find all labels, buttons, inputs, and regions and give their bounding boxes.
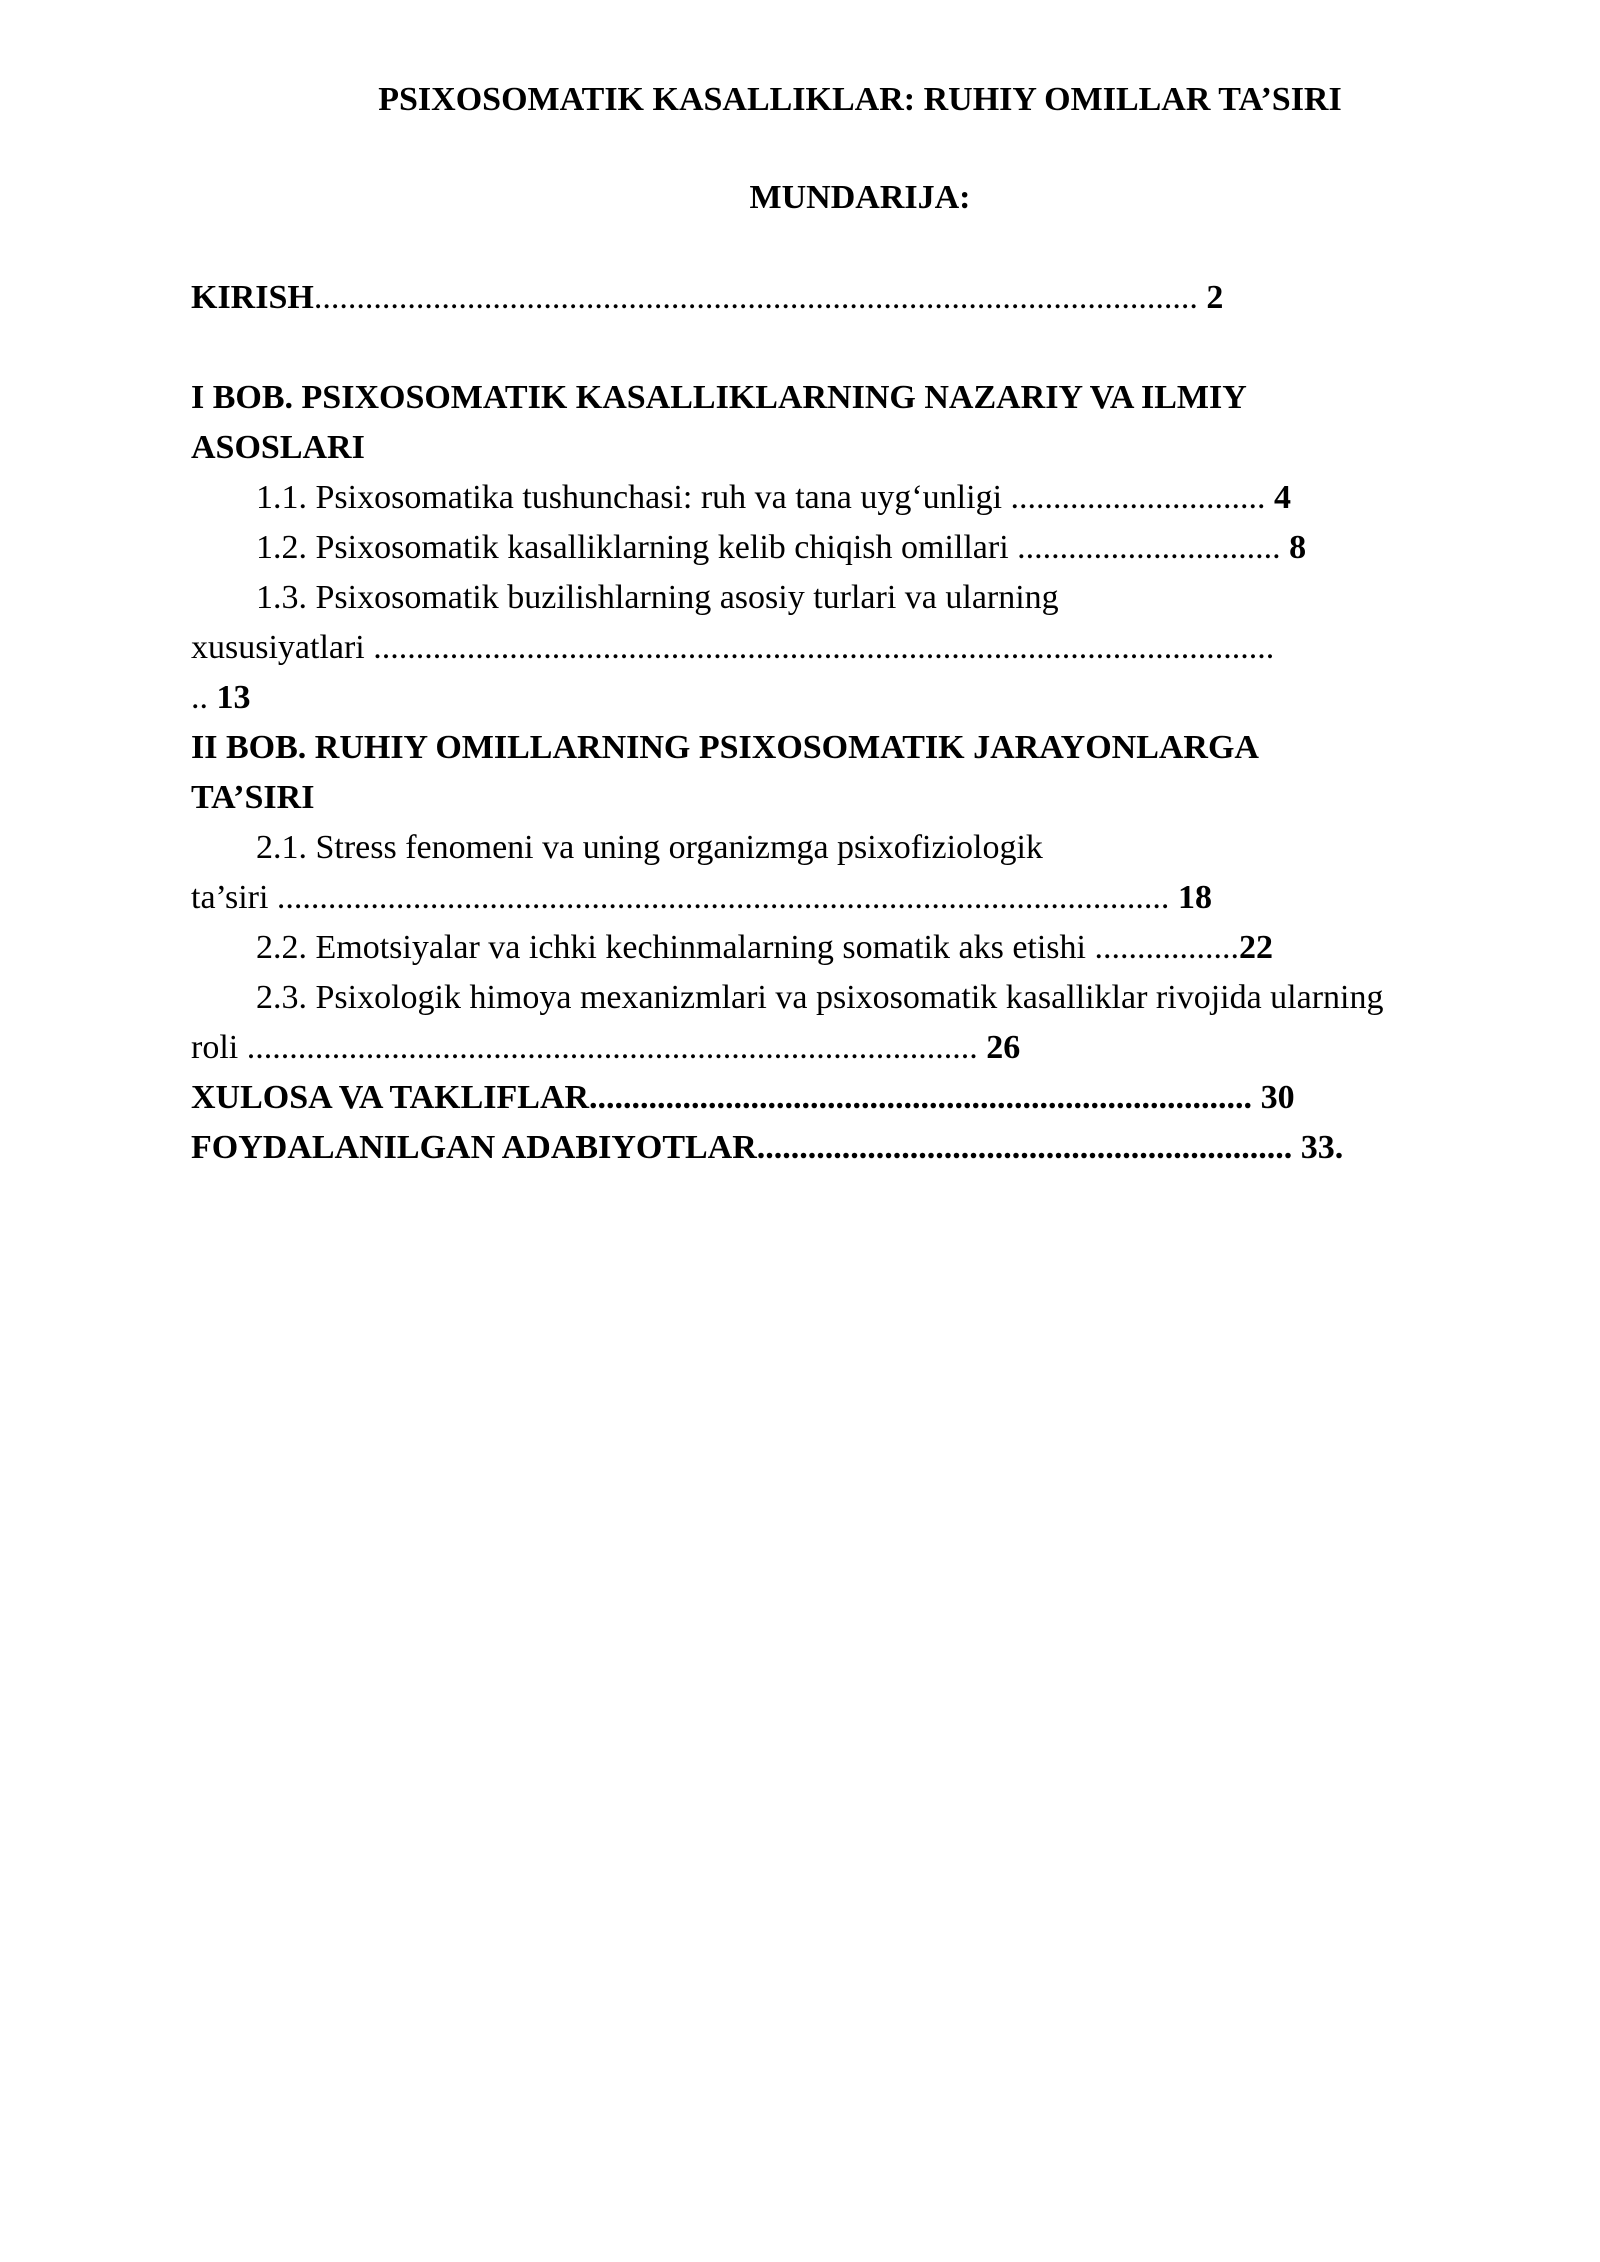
toc-entry-2-1-line2: [191, 873, 1531, 923]
chapter2-title-line2: TA’SIRI: [191, 779, 315, 816]
toc-entry-intro: [191, 273, 1531, 323]
toc-entry-1-1: [191, 473, 1531, 523]
toc-entry-intro-dots: ........................................................................................................: [313, 279, 1198, 316]
document-title: PSIXOSOMATIK KASALLIKLAR: RUHIY OMILLAR TA’SIRI: [378, 81, 1342, 118]
toc-entry-intro-label: KIRISH: [191, 279, 314, 316]
toc-entry-1-3-dots: ..: [191, 679, 217, 716]
toc-entry-2-1-text: ta’siri .........................................................................................................: [191, 879, 1170, 916]
toc-entry-conclusion-page: 30: [1252, 1079, 1295, 1116]
toc-entry-2-1-page: 18: [1169, 879, 1212, 916]
toc-entry-2-2: [191, 923, 1531, 973]
toc-entry-1-1-page: 4: [1265, 479, 1292, 516]
toc-entry-conclusion-text: XULOSA VA TAKLIFLAR..............................................................................: [191, 1079, 1253, 1116]
toc-entry-1-3-line2: xususiyatlari ..........................................................................................................: [191, 629, 1275, 666]
toc-entry-2-2-page: 22: [1238, 929, 1273, 966]
toc-entry-2-3-text: roli ......................................................................................: [191, 1029, 978, 1066]
toc-entry-references: [191, 1123, 1531, 1173]
toc-entry-1-3-line3: [191, 673, 1531, 723]
toc-entry-1-2-page: 8: [1280, 529, 1307, 566]
toc-entry-1-1-text: 1.1. Psixosomatika tushunchasi: ruh va tana uyg‘unligi ..............................: [256, 479, 1266, 516]
toc-entry-intro-page: 2: [1197, 279, 1224, 316]
toc-entry-2-1-line1: 2.1. Stress fenomeni va uning organizmga psixofiziologik: [256, 829, 1043, 866]
toc-heading: MUNDARIJA:: [749, 179, 971, 216]
toc-entry-references-text: FOYDALANILGAN ADABIYOTLAR...............................................................: [191, 1129, 1293, 1166]
table-of-contents: [191, 273, 1531, 1173]
spacer: [191, 323, 1531, 373]
toc-entry-2-3-line2: [191, 1023, 1531, 1073]
toc-entry-1-3-page: 13: [216, 679, 251, 716]
toc-entry-1-2-text: 1.2. Psixosomatik kasalliklarning kelib chiqish omillari ...............................: [256, 529, 1281, 566]
toc-entry-2-2-text: 2.2. Emotsiyalar va ichki kechinmalarning somatik aks etishi .................: [256, 929, 1239, 966]
chapter2-title-line1: II BOB. RUHIY OMILLARNING PSIXOSOMATIK JARAYONLARGA: [191, 729, 1259, 766]
toc-entry-2-3-line1: 2.3. Psixologik himoya mexanizmlari va psixosomatik kasalliklar rivojida ularning: [256, 979, 1384, 1016]
chapter1-title-line1: I BOB. PSIXOSOMATIK KASALLIKLARNING NAZARIY VA ILMIY: [191, 379, 1247, 416]
toc-entry-1-2: [191, 523, 1531, 573]
toc-entry-2-3-page: 26: [977, 1029, 1021, 1066]
toc-entry-1-3-line1: 1.3. Psixosomatik buzilishlarning asosiy turlari va ularning: [256, 579, 1059, 616]
toc-entry-conclusion: [191, 1073, 1531, 1123]
toc-entry-references-page: 33.: [1292, 1129, 1344, 1166]
chapter1-title-line2: ASOSLARI: [191, 429, 365, 466]
